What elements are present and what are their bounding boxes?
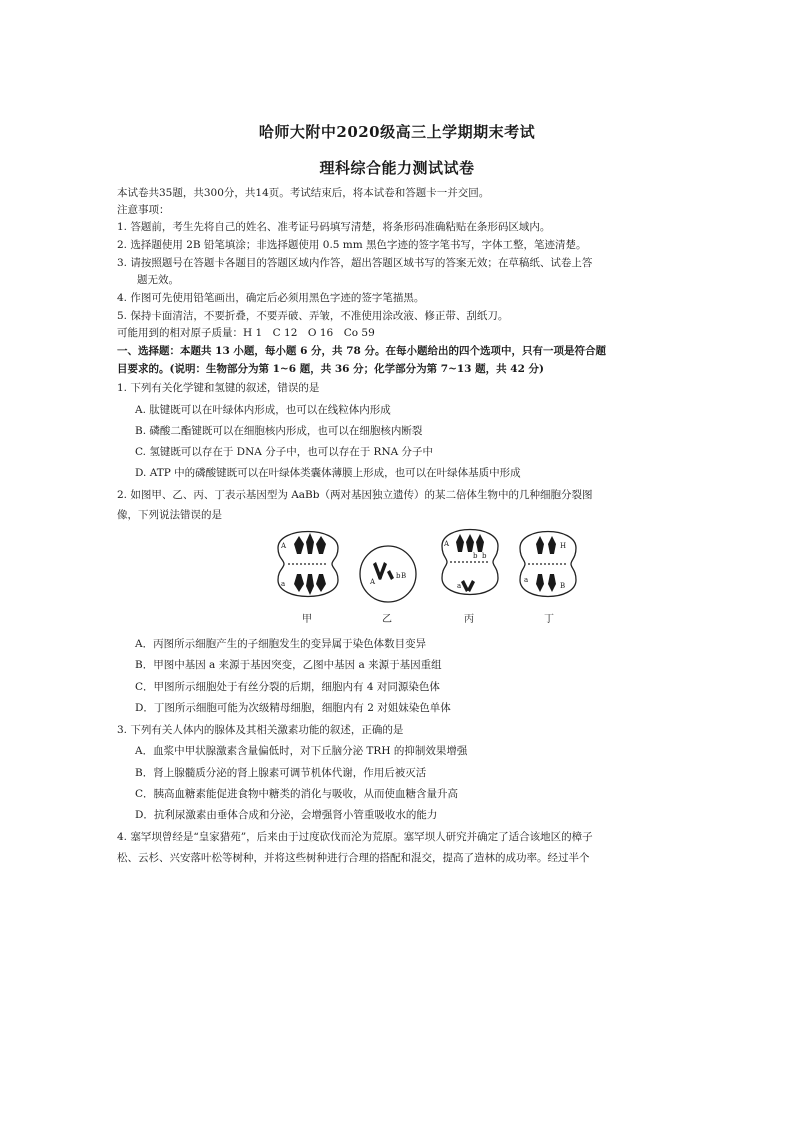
- notice-heading: 注意事项：: [117, 204, 170, 216]
- exam-title: 哈师大附中2020级高三上学期期末考试: [258, 123, 536, 141]
- question-3-option-c: C．胰高血糖素能促进食物中糖类的消化与吸收，从而使血糖含量升高: [135, 788, 459, 800]
- svg-text:A: A: [281, 542, 287, 550]
- atomic-mass-line: 可能用到的相对原子质量：H 1 C 12 O 16 Co 59: [117, 327, 375, 339]
- notice-item-1: 1. 答题前，考生先将自己的姓名、准考证号码填写清楚，将条形码准确粘贴在条形码区域内。: [117, 221, 551, 233]
- question-1-stem: 1. 下列有关化学键和氢键的叙述，错误的是: [117, 382, 320, 394]
- cell-ding: [520, 532, 576, 597]
- question-2-option-a: A．丙图所示细胞产生的子细胞发生的变异属于染色体数目变异: [135, 638, 427, 650]
- question-1-option-a: A. 肽键既可以在叶绿体内形成，也可以在线粒体内形成: [135, 404, 391, 416]
- notice-item-2: 2. 选择题使用 2B 铅笔填涂；非选择题使用 0.5 mm 黑色字迹的签字笔书写，字体工整，笔迹清楚。: [117, 239, 587, 251]
- svg-text:B: B: [560, 582, 566, 590]
- svg-text:b: b: [473, 552, 478, 560]
- notice-item-5: 5. 保持卡面清洁，不要折叠，不要弄破、弄皱，不准使用涂改液、修正带、刮纸刀。: [117, 310, 509, 322]
- svg-text:b: b: [482, 552, 487, 560]
- exam-subtitle: 理科综合能力测试试卷: [319, 159, 475, 177]
- question-2-option-d: D．丁图所示细胞可能为次级精母细胞，细胞内有 2 对姐妹染色单体: [135, 702, 451, 714]
- question-2-stem-cont: 像，下列说法错误的是: [117, 509, 222, 521]
- notice-item-4: 4. 作图可先使用铅笔画出，确定后必须用黑色字迹的签字笔描黑。: [117, 292, 425, 304]
- figure-label-jia: 甲: [302, 614, 312, 625]
- question-1-option-b: B. 磷酸二酯键既可以在细胞核内形成，也可以在细胞核内断裂: [135, 425, 423, 437]
- svg-text:A: A: [370, 578, 376, 586]
- question-3-stem: 3. 下列有关人体内的腺体及其相关激素功能的叙述，正确的是: [117, 724, 404, 736]
- question-4-stem-cont: 松、云杉、兴安落叶松等树种，并将这些树种进行合理的搭配和混交，提高了造林的成功率。经过半个: [117, 852, 590, 864]
- section-heading-cont: 目要求的。(说明：生物部分为第 1~6 题，共 36 分；化学部分为第 7~13 题，共 42 分): [117, 363, 545, 375]
- question-3-option-a: A．血浆中甲状腺激素含量偏低时，对下丘脑分泌 TRH 的抑制效果增强: [135, 745, 468, 757]
- figure-label-yi: 乙: [382, 614, 392, 625]
- cell-division-drawing: [268, 522, 620, 626]
- question-3-option-d: D．抗利尿激素由垂体合成和分泌，会增强肾小管重吸收水的能力: [135, 809, 438, 821]
- svg-text:b: b: [396, 572, 401, 580]
- svg-text:a: a: [281, 580, 286, 588]
- notice-item-3: 3. 请按照题号在答题卡各题目的答题区域内作答，超出答题区域书写的答案无效；在草稿纸、试卷上答: [117, 257, 593, 269]
- svg-text:H: H: [560, 542, 567, 550]
- question-4-stem: 4. 塞罕坝曾经是“皇家猎苑”，后来由于过度砍伐而沦为荒原。塞罕坝人研究并确定了适合该地区的樟子: [117, 831, 593, 843]
- question-3-option-b: B．肾上腺髓质分泌的肾上腺素可调节机体代谢，作用后被灭活: [135, 767, 427, 779]
- svg-text:A: A: [444, 540, 450, 548]
- svg-text:a: a: [457, 582, 462, 590]
- question-1-option-d: D. ATP 中的磷酸键既可以在叶绿体类囊体薄膜上形成，也可以在叶绿体基质中形成: [135, 467, 521, 479]
- question-1-option-c: C. 氢键既可以存在于 DNA 分子中，也可以存在于 RNA 分子中: [135, 446, 434, 458]
- question-2-stem: 2. 如图甲、乙、丙、丁表示基因型为 AaBb（两对基因独立遗传）的某二倍体生物中的几种细胞分裂图: [117, 489, 593, 501]
- svg-text:B: B: [401, 572, 407, 580]
- figure-label-ding: 丁: [544, 614, 554, 625]
- cell-division-figure: [268, 522, 620, 626]
- question-2-option-c: C．甲图所示细胞处于有丝分裂的后期，细胞内有 4 对同源染色体: [135, 681, 440, 693]
- exam-info-line: 本试卷共35题，共300分，共14页。考试结束后，将本试卷和答题卡一并交回。: [117, 187, 490, 199]
- question-2-option-b: B．甲图中基因 a 来源于基因突变，乙图中基因 a 来源于基因重组: [135, 659, 442, 671]
- notice-item-3-cont: 题无效。: [137, 274, 179, 286]
- figure-label-bing: 丙: [464, 614, 474, 625]
- section-heading: 一、选择题：本题共 13 小题，每小题 6 分，共 78 分。在每小题给出的四个选项中，只有一项是符合题: [117, 345, 606, 357]
- svg-text:a: a: [524, 576, 529, 584]
